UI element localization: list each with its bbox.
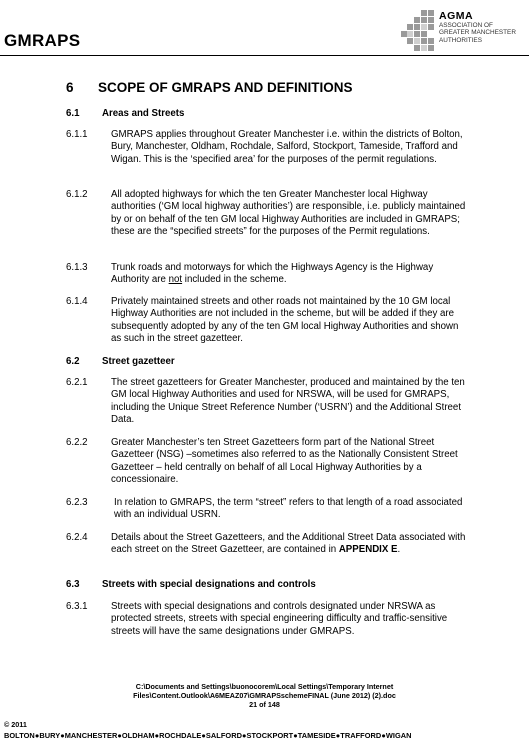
paragraph-text: All adopted highways for which the ten Greater Manchester local Highway authorities (‘GM local highway authorities’) are responsible, i.e. publicly maintained by or on behalf of the ten GM local Highway Authorities are included in GMRAPS; these are the “specified streets” for the purposes of the Permit regulations. xyxy=(111,189,466,238)
paragraph-number: 6.3.1 xyxy=(66,601,88,612)
subsection-heading-6-1 xyxy=(66,108,466,120)
paragraph-number: 6.1.2 xyxy=(66,189,88,200)
paragraph-number: 6.2.1 xyxy=(66,377,88,388)
paragraph-number: 6.2.4 xyxy=(66,532,88,543)
paragraph-6-2-1 xyxy=(66,377,466,427)
paragraph-text xyxy=(111,262,466,287)
paragraph-text-part: Details about the Street Gazetteers, and the Additional Street Data associated with each street on the Street Gazetteer, are contained in xyxy=(111,532,466,556)
agma-logo-line: ASSOCIATION OF xyxy=(439,22,493,29)
paragraph-6-2-2 xyxy=(66,437,466,487)
section-title-text: SCOPE OF GMRAPS AND DEFINITIONS xyxy=(98,80,353,95)
header-divider xyxy=(0,55,529,56)
subsection-title: Streets with special designations and controls xyxy=(102,579,316,590)
paragraph-text: The street gazetteers for Greater Manchester, produced and maintained by the ten GM local Highway Authorities and used for NRSWA, will be used for GMRAPS, including the Unique Street Reference Number (‘USRN’) and the Additional Street Data. xyxy=(111,377,465,426)
paragraph-text xyxy=(111,532,466,557)
subsection-title: Street gazetteer xyxy=(102,356,175,367)
paragraph-6-2-3 xyxy=(66,497,466,522)
footer-file-path xyxy=(0,682,529,710)
agma-logo-line: AUTHORITIES xyxy=(439,36,482,44)
district-list: BOLTON●BURY●MANCHESTER●OLDHAM●ROCHDALE●SALFORD●STOCKPORT●TAMESIDE●TRAFFORD●WIGAN xyxy=(4,731,412,740)
agma-cube-logo-icon xyxy=(401,8,435,53)
page-number: 21 of 148 xyxy=(249,700,280,710)
section-number: 6 xyxy=(66,80,74,95)
subsection-number: 6.2 xyxy=(66,356,80,367)
agma-logo-line: GREATER MANCHESTER xyxy=(439,29,516,37)
copyright-notice: © 2011 xyxy=(4,720,27,729)
footer-path-line: Files\Content.Outlook\A6MEAZ07\GMRAPSschemeFINAL (June 2012) (2).doc xyxy=(133,691,396,701)
paragraph-text: In relation to GMRAPS, the term “street” refers to that length of a road associated with an individual USRN. xyxy=(114,497,463,521)
footer-path-line: C:\Documents and Settings\buonocorem\Local Settings\Temporary Internet xyxy=(135,682,394,691)
subsection-heading-6-3 xyxy=(66,579,466,591)
paragraph-number: 6.1.4 xyxy=(66,296,88,307)
paragraph-number: 6.1.1 xyxy=(66,129,88,140)
paragraph-number: 6.2.2 xyxy=(66,437,88,448)
paragraph-text: Streets with special designations and controls designated under NRSWA as protected streets, streets with special engineering difficulty and traffic-sensitive streets will have the same designations under GMRAPS. xyxy=(111,601,448,637)
subsection-title: Areas and Streets xyxy=(102,108,185,119)
paragraph-6-2-4 xyxy=(66,532,466,557)
paragraph-text: GMRAPS applies throughout Greater Manchester i.e. within the districts of Bolton, Bury, Manchester, Oldham, Rochdale, Salford, Stockport, Tameside, Trafford and Wigan. This is the ‘specified area’ for the purposes of the permit regulations. xyxy=(111,129,463,165)
paragraph-number: 6.1.3 xyxy=(66,262,88,273)
paragraph-text-part: included in the scheme. xyxy=(182,274,287,286)
agma-logo xyxy=(401,8,529,53)
appendix-reference: APPENDIX E xyxy=(338,544,398,556)
paragraph-6-1-4 xyxy=(66,296,466,346)
agma-logo-acronym: AGMA xyxy=(439,10,474,22)
subsection-number: 6.3 xyxy=(66,579,80,590)
underlined-word: not xyxy=(168,274,183,286)
paragraph-6-1-3 xyxy=(66,262,466,287)
paragraph-text: Greater Manchester’s ten Street Gazetteers form part of the National Street Gazetteer (NSG) –sometimes also referred to as the Nationally Consistent Street Gazetteer – held centrally on behalf of all Local Highway Authorities by a concessionaire. xyxy=(111,437,458,486)
agma-logo-text xyxy=(439,11,516,44)
paragraph-6-3-1 xyxy=(66,601,466,638)
paragraph-number: 6.2.3 xyxy=(66,497,88,508)
section-heading xyxy=(66,80,353,95)
paragraph-6-1-2 xyxy=(66,189,466,239)
paragraph-text-part: Trunk roads and motorways for which the Highways Agency is the Highway Authority are xyxy=(111,262,434,286)
paragraph-text: Privately maintained streets and other roads not maintained by the 10 GM local Highway Authorities are not included in the scheme, but will be added if they are subsequently adopted by any of the ten GM local Highway Authorities and shown as such in the street gazetteer. xyxy=(111,296,459,345)
paragraph-text-part: . xyxy=(397,544,401,556)
subsection-number: 6.1 xyxy=(66,108,80,119)
subsection-heading-6-2 xyxy=(66,356,466,368)
paragraph-6-1-1 xyxy=(66,129,466,166)
document-header-title: GMRAPS xyxy=(4,31,81,50)
